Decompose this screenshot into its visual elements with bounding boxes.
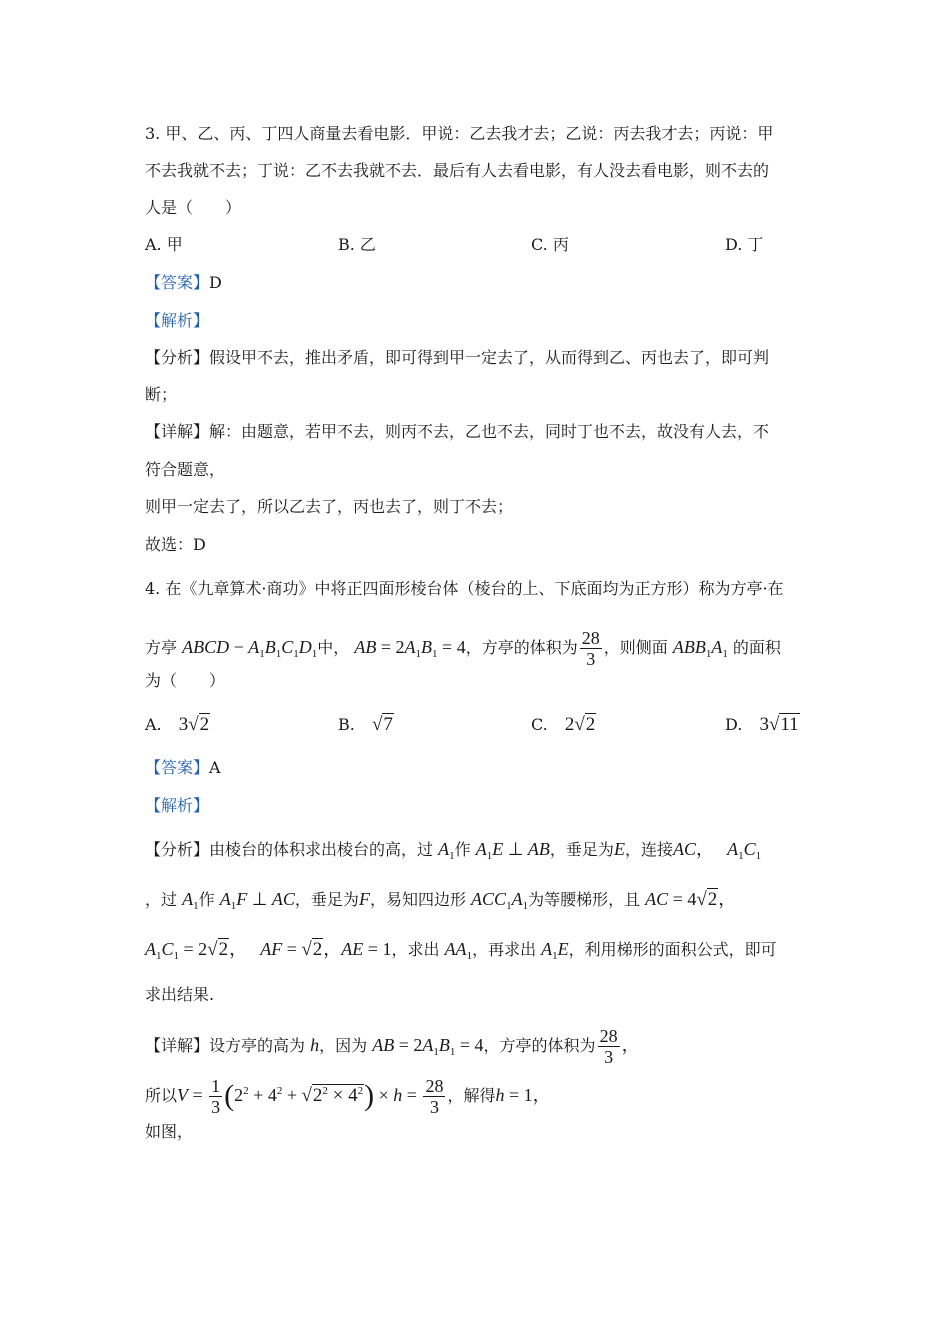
q4-text: 设方亭的高为	[209, 1036, 306, 1055]
option-label: B.	[338, 715, 355, 734]
fenxi-tag: 【分析】	[145, 840, 210, 859]
q3-option-d: D. 丁	[725, 235, 764, 254]
detail-tag: 【详解】	[145, 422, 210, 441]
math-frustum: ABCD	[182, 637, 230, 657]
q3-stem-line-2: 不去我就不去；丁说：乙不去我就不去．最后有人去看电影，有人没去看电影，则不去的	[145, 161, 770, 180]
q3-stem-line-1: 3. 甲、乙、丙、丁四人商量去看电影．甲说：乙去我才去；乙说：丙去我才去；丙说：甲	[145, 124, 774, 143]
q3-detail-line-4: 故选：D	[145, 535, 206, 554]
q3-fenxi-line-2: 断；	[145, 385, 178, 404]
answer-tag: 【答案】	[145, 273, 210, 292]
q4-text: 为等腰梯形，且	[528, 890, 641, 909]
q4-detail-line-2: 所以V = $\frac{1}{3}$ $(2^2 + 4^2 + √2^2 \times 4^2) \times h$ = $\frac{28}{3}$ ，解得h = 1，	[145, 1076, 551, 1117]
q4-text: ，解得	[447, 1086, 496, 1105]
fraction-28-3: $\frac{28}{3}$	[581, 628, 600, 669]
q4-text: ，垂足为	[294, 890, 359, 909]
q4-text: ，则侧面	[603, 638, 668, 657]
q3-stem-line-3: 人是（ ）	[145, 198, 242, 217]
answer-tag: 【答案】	[145, 758, 210, 777]
q3-detail-line-1	[145, 421, 769, 443]
q4-text: 所以	[145, 1086, 178, 1105]
q4-text: ，再求出	[472, 940, 537, 959]
detail-tag: 【详解】	[145, 1036, 210, 1055]
q4-text: ，易知四边形	[369, 890, 466, 909]
q4-option-b: B. √7	[338, 714, 393, 735]
q3-detail-text-1: 解：由题意，若甲不去，则丙不去，乙也不去，同时丁也不去，故没有人去，不	[209, 422, 770, 441]
option-label: A.	[145, 715, 162, 734]
q4-text: 中，	[317, 638, 350, 657]
q4-text: 的面积	[732, 638, 781, 657]
q4-stem-line-2: 方亭 ABCD − $A_1B_1C_1D_1$中， AB = $2A_1B_1 = 4$，方亭的体积为 $\frac{28}{3}$ ，则侧面 $ABB_1A_1$ 的面积	[145, 628, 781, 669]
q4-text: ，垂足为	[549, 840, 614, 859]
q4-text: ，过	[145, 890, 178, 909]
q3-answer: D	[209, 273, 222, 292]
q4-text: ，利用梯形的面积公式，即可	[568, 940, 777, 959]
q4-text: ，方亭的体积为	[465, 638, 578, 657]
q4-answer-line	[145, 757, 221, 779]
math-face: $ABB_1A_1$	[672, 637, 728, 660]
q3-detail-line-2: 符合题意，	[145, 460, 226, 479]
q4-fenxi-line-4: 求出结果.	[145, 985, 215, 1004]
option-label: C.	[531, 715, 548, 734]
math-ab-eq: AB	[354, 637, 377, 657]
q4-detail-line-3: 如图，	[145, 1122, 194, 1141]
q4-text: ，连接	[624, 840, 673, 859]
q4-answer: A	[209, 758, 221, 777]
q4-text: 作	[454, 840, 471, 859]
q4-text: ，求出	[391, 940, 440, 959]
q3-fenxi-line-1	[145, 347, 769, 369]
q3-answer-line	[145, 272, 222, 294]
q4-stem-line-1: 4. 在《九章算术·商功》中将正四面形棱台体（棱台的上、下底面均为正方形）称为方亭·在	[145, 579, 784, 598]
q4-text: 由棱台的体积求出棱台的高，过	[209, 840, 434, 859]
q3-analysis-tag: 【解析】	[145, 311, 210, 330]
q4-option-a: A. 3√2	[145, 714, 210, 735]
q3-option-a: A. 甲	[145, 235, 183, 254]
q4-fenxi-line-3: $A_1C_1 = 2√2$， AF = √2，AE = 1，求出 $AA_1$，再求出 $A_1E$，利用梯形的面积公式，即可	[145, 939, 777, 962]
q3-option-b: B. 乙	[338, 235, 376, 254]
q3-fenxi-text-1: 假设甲不去，推出矛盾，即可得到甲一定去了，从而得到乙、丙也去了，即可判	[209, 348, 770, 367]
q3-detail-line-3: 则甲一定去了，所以乙去了，丙也去了，则丁不去；	[145, 497, 514, 516]
q4-text: 作	[198, 890, 215, 909]
q4-text: 方亭	[145, 638, 178, 657]
fenxi-tag: 【分析】	[145, 348, 210, 367]
q3-option-c: C. 丙	[531, 235, 569, 254]
q4-text: ，因为	[319, 1036, 368, 1055]
option-label: D.	[725, 715, 743, 734]
q4-option-c: C. 2√2	[531, 714, 596, 735]
q4-text: ，方亭的体积为	[483, 1036, 596, 1055]
q4-stem-line-3: 为（ ）	[145, 671, 226, 690]
q4-fenxi-line-1: 【分析】由棱台的体积求出棱台的高，过 $A_1$作 $A_1E$ ⊥ AB，垂足为E，连接AC， $A_1C_1$	[145, 839, 762, 862]
q4-fenxi-line-2: ，过 $A_1$作 $A_1F$ ⊥ AC，垂足为F，易知四边形 $ACC_1A_1$为等腰梯形，且 AC = 4√2，	[145, 889, 737, 912]
q4-detail-line-1: 【详解】设方亭的高为 h，因为 AB = $2A_1B_1 = 4$，方亭的体积为 $\frac{28}{3}$ ，	[145, 1026, 640, 1067]
q4-option-d: D. 3√11	[725, 714, 799, 735]
q4-analysis-tag: 【解析】	[145, 796, 210, 815]
